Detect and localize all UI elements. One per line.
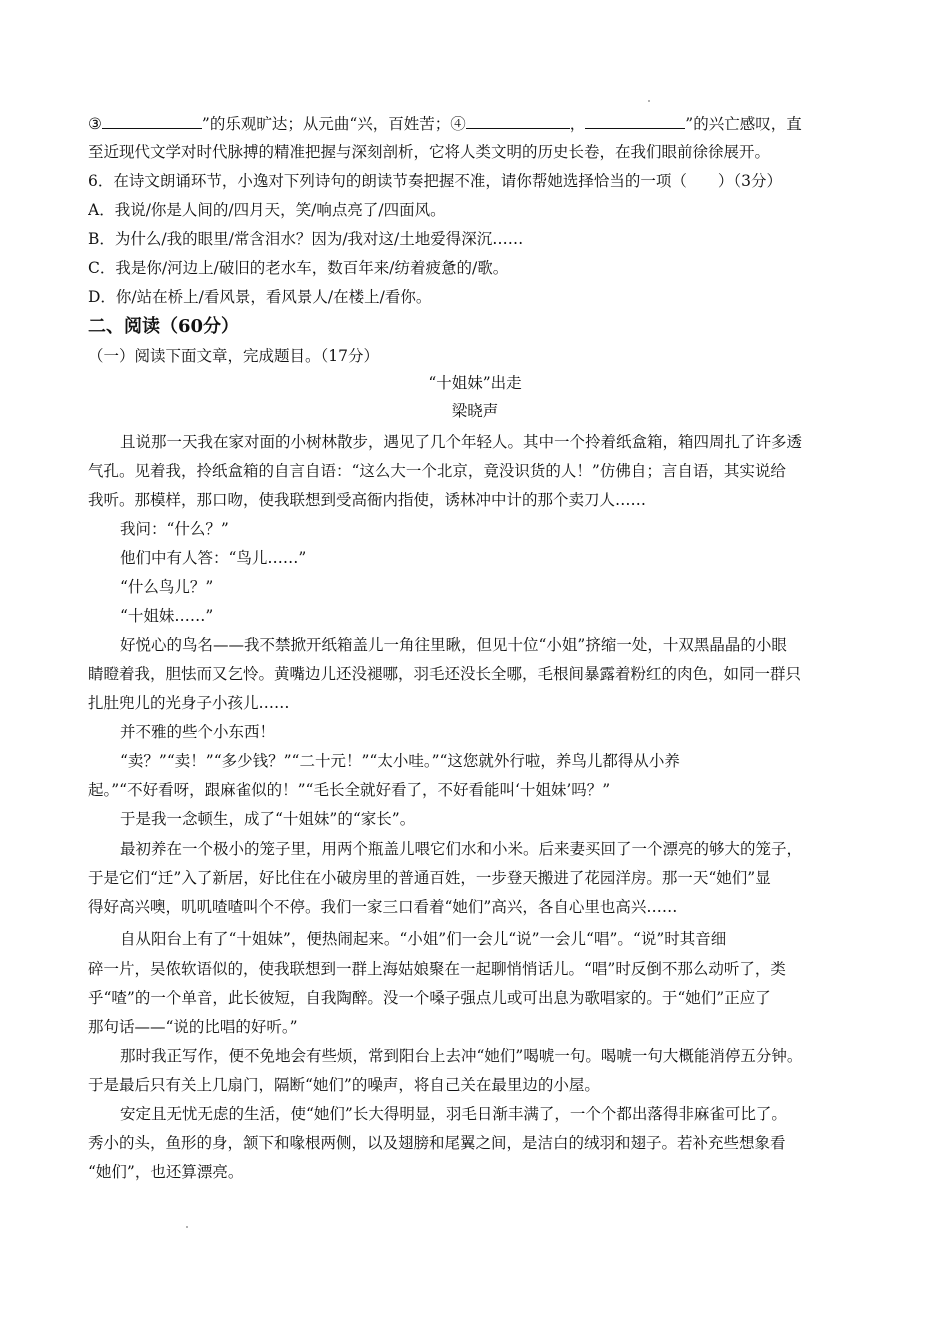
section-subheading: （一）阅读下面文章，完成题目。（17分） — [88, 347, 379, 365]
answer-blank-4b[interactable] — [585, 112, 685, 129]
article-line: 睛瞪着我，胆怯而又乞怜。黄嘴边儿还没褪哪，羽毛还没长全哪，毛根间暴露着粉红的肉色，如同一群只 — [88, 665, 802, 683]
fill-in-text: ”的兴亡感叹，直 — [685, 115, 802, 133]
article-line: 他们中有人答：“鸟儿……” — [120, 549, 307, 567]
article-line: 并不雅的些个小东西！ — [120, 723, 276, 741]
article-line: 得好高兴噢，叽叽喳喳叫个不停。我们一家三口看着“她们”高兴，各自心里也高兴…… — [88, 898, 678, 916]
article-line: “卖？”“卖！”“多少钱？”“二十元！”“太小哇。”“这您就外行啦，养鸟儿都得从小养 — [120, 752, 680, 770]
article-line: “什么鸟儿？” — [120, 578, 214, 596]
answer-blank-4a[interactable] — [466, 112, 570, 129]
article-line: “十姐妹……” — [120, 607, 214, 625]
article-line: 最初养在一个极小的笼子里，用两个瓶盖儿喂它们水和小米。后来妻买回了一个漂亮的够大的笼子， — [120, 840, 803, 858]
option-c[interactable]: C．我是你/河边上/破旧的老水车，数百年来/纺着疲惫的/歌。 — [88, 259, 509, 277]
question-6-stem: 6．在诗文朗诵环节，小逸对下列诗句的朗读节奏把握不准，请你帮她选择恰当的一项（ ）（3分） — [88, 172, 782, 190]
article-line: 扎肚兜儿的光身子小孩儿…… — [88, 694, 290, 712]
article-line: 秀小的头，鱼形的身，颔下和喙根两侧，以及翅膀和尾翼之间，是洁白的绒羽和翅子。若补充些想象看 — [88, 1134, 786, 1152]
option-a[interactable]: A．我说/你是人间的/四月天，笑/响点亮了/四面风。 — [88, 201, 446, 219]
blank-label-3: ③ — [88, 115, 102, 133]
article-line: 且说那一天我在家对面的小树林散步，遇见了几个年轻人。其中一个拎着纸盒箱，箱四周扎了许多透 — [120, 433, 803, 451]
section-heading: 二、阅读（60分） — [88, 316, 240, 337]
article-line: 气孔。见着我，拎纸盒箱的自言自语：“这么大一个北京，竟没识货的人！”仿佛自；言自语，其实说给 — [88, 462, 786, 480]
fill-in-line-2: 至近现代文学对时代脉搏的精准把握与深刻剖析，它将人类文明的历史长卷，在我们眼前徐徐展开。 — [88, 143, 771, 161]
article-title: “十姐妹”出走 — [428, 374, 522, 392]
scan-speck — [186, 1226, 188, 1228]
article-line: 自从阳台上有了“十姐妹”，便热闹起来。“小姐”们一会儿“说”一会儿“唱”。“说”时其音细 — [120, 930, 727, 948]
fill-in-line-1 — [88, 112, 868, 135]
article-line: 于是它们“迁”入了新居，好比住在小破房里的普通百姓，一步登天搬进了花园洋房。那一天“她们”显 — [88, 869, 771, 887]
article-line: 于是最后只有关上几扇门，隔断“她们”的噪声，将自己关在最里边的小屋。 — [88, 1076, 600, 1094]
scan-speck — [648, 100, 650, 102]
option-d[interactable]: D．你/站在桥上/看风景，看风景人/在楼上/看你。 — [88, 288, 432, 306]
article-line: 那句话——“说的比唱的好听。” — [88, 1018, 298, 1036]
fill-in-comma: ， — [569, 115, 586, 133]
article-line: 起。”“不好看呀，跟麻雀似的！”“毛长全就好看了，不好看能叫‘十姐妹’吗？” — [88, 781, 611, 799]
article-line: “她们”，也还算漂亮。 — [88, 1163, 244, 1181]
fill-in-text: ”的乐观旷达；从元曲“兴，百姓苦；④ — [201, 115, 466, 133]
article-line: 于是我一念顿生，成了“十姐妹”的“家长”。 — [120, 810, 416, 828]
article-line: 那时我正写作，便不免地会有些烦，常到阳台上去冲“她们”喝唬一句。喝唬一句大概能消停五分钟。 — [120, 1047, 803, 1065]
answer-blank-3[interactable] — [102, 112, 202, 129]
article-author: 梁晓声 — [451, 402, 499, 420]
article-line: 好悦心的鸟名——我不禁掀开纸箱盖儿一角往里瞅，但见十位“小姐”挤缩一处，十双黑晶晶的小眼 — [120, 636, 787, 654]
article-line: 我听。那模样，那口吻，使我联想到受高衙内指使，诱林冲中计的那个卖刀人…… — [88, 491, 647, 509]
article-line: 安定且无忧无虑的生活，使“她们”长大得明显，羽毛日渐丰满了，一个个都出落得非麻雀可比了。 — [120, 1105, 787, 1123]
article-line: 碎一片，吴侬软语似的，使我联想到一群上海姑娘聚在一起聊悄悄话儿。“唱”时反倒不那么动听了，类 — [88, 960, 786, 978]
option-b[interactable]: B．为什么/我的眼里/常含泪水？因为/我对这/土地爱得深沉…… — [88, 230, 524, 248]
article-line: 我问：“什么？” — [120, 520, 229, 538]
article-line: 乎“喳”的一个单音，此长彼短，自我陶醉。没一个嗓子强点儿或可出息为歌唱家的。于“她们”正应了 — [88, 989, 771, 1007]
